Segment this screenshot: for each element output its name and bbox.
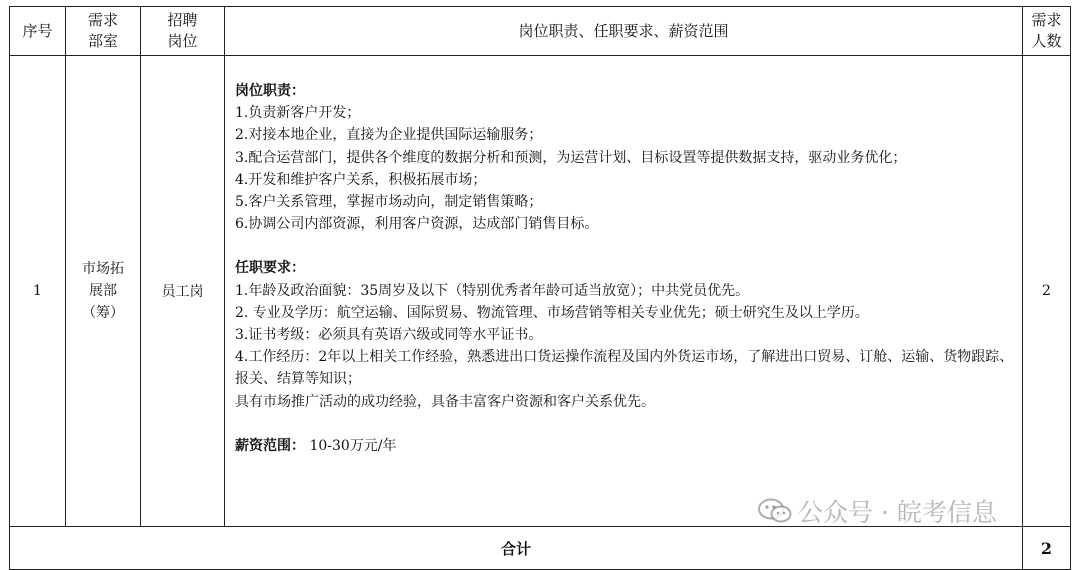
recruitment-table [9, 6, 1071, 570]
total-row [10, 527, 1071, 570]
qualification-item: 3.证书考级：必须具有英语六级或同等水平证书。 [235, 327, 543, 344]
duty-item: 1.负责新客户开发； [235, 105, 361, 122]
header-department: 需求 部室 [66, 7, 141, 56]
row-count: 2 [1023, 56, 1071, 527]
row-department: 市场拓 展部 （筹） [66, 56, 141, 527]
qualifications-title: 任职要求： [235, 260, 305, 277]
duty-item: 4.开发和维护客户关系，积极拓展市场； [235, 171, 487, 188]
qualification-item: 2. 专业及学历：航空运输、国际贸易、物流管理、市场营销等相关专业优先；硕士研究生及以上学历。 [235, 304, 869, 321]
header-count: 需求 人数 [1023, 7, 1071, 56]
salary-range [235, 435, 1014, 457]
duties-title: 岗位职责： [235, 83, 305, 99]
table-row [10, 56, 1071, 527]
duty-item: 5.客户关系管理，掌握市场动向，制定销售策略； [235, 194, 543, 211]
duty-item: 3.配合运营部门，提供各个维度的数据分析和预测，为运营计划、目标设置等提供数据支持，驱动业务优化； [235, 149, 907, 166]
header-index: 序号 [10, 7, 66, 56]
total-count-cell [1023, 527, 1071, 570]
header-row [10, 7, 1071, 56]
qualification-item: 具有市场推广活动的成功经验，具备丰富客户资源和客户关系优先。 [235, 393, 655, 410]
row-index: 1 [10, 56, 66, 527]
header-position: 招聘 岗位 [141, 7, 225, 56]
duty-item: 6.协调公司内部资源，利用客户资源，达成部门销售目标。 [235, 216, 599, 233]
qualification-item: 4.工作经历：2年以上相关工作经验，熟悉进出口货运操作流程及国内外货运市场，了解进出口贸易、订舱、运输、货物跟踪、报关、结算等知识； [235, 349, 1014, 388]
watermark-text: 公众号 · 皖考信息 [798, 498, 997, 527]
header-requirements: 岗位职责、任职要求、薪资范围 [225, 7, 1023, 56]
row-requirements [225, 56, 1023, 527]
total-label-cell [10, 527, 1023, 570]
salary-title: 薪资范围： [235, 437, 305, 454]
qualification-item: 1.年龄及政治面貌：35周岁及以下（特别优秀者年龄可适当放宽）；中共党员优先。 [235, 282, 750, 299]
row-position: 员工岗 [141, 56, 225, 527]
total-count: 2 [1040, 538, 1053, 558]
total-label: 合计 [500, 539, 531, 558]
duty-item: 2.对接本地企业，直接为企业提供国际运输服务； [235, 127, 543, 144]
salary-value: 10-30万元/年 [309, 437, 397, 454]
